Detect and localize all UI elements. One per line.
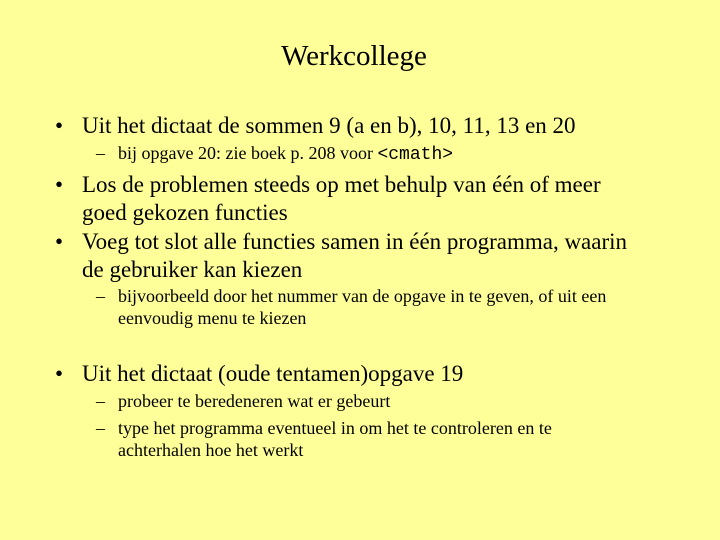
slide-title: Werkcollege	[281, 40, 427, 72]
bullet-icon: •	[55, 113, 64, 138]
sub-4-2-line-1: type het programma eventueel in om het te controleren en te	[118, 418, 552, 438]
bullet-2-line-2: goed gekozen functies	[82, 200, 288, 225]
dash-icon: –	[96, 286, 105, 306]
sub-1-1-text: bij opgave 20: zie boek p. 208 voor	[118, 143, 378, 163]
dash-icon: –	[96, 143, 105, 163]
sub-4-2-line-2: achterhalen hoe het werkt	[118, 440, 304, 460]
sub-4-1-line-1: probeer te beredeneren wat er gebeurt	[118, 391, 391, 411]
sub-3-1-line-1: bijvoorbeeld door het nummer van de opgave in te geven, of uit een	[118, 286, 607, 306]
bullet-icon: •	[55, 172, 64, 197]
bullet-1-line-1: Uit het dictaat de sommen 9 (a en b), 10, 11, 13 en 20	[82, 113, 576, 138]
dash-icon: –	[96, 418, 105, 438]
bullet-icon: •	[55, 361, 64, 386]
bullet-3-line-1: Voeg tot slot alle functies samen in één programma, waarin	[82, 229, 628, 254]
bullet-3-line-2: de gebruiker kan kiezen	[82, 257, 303, 282]
code-cmath: <cmath>	[377, 145, 454, 165]
sub-3-1-line-2: eenvoudig menu te kiezen	[118, 308, 307, 328]
bullet-icon: •	[55, 229, 64, 254]
bullet-2-line-1: Los de problemen steeds op met behulp van één of meer	[82, 172, 601, 197]
dash-icon: –	[96, 391, 105, 411]
bullet-4-line-1: Uit het dictaat (oude tentamen)opgave 19	[82, 361, 464, 386]
